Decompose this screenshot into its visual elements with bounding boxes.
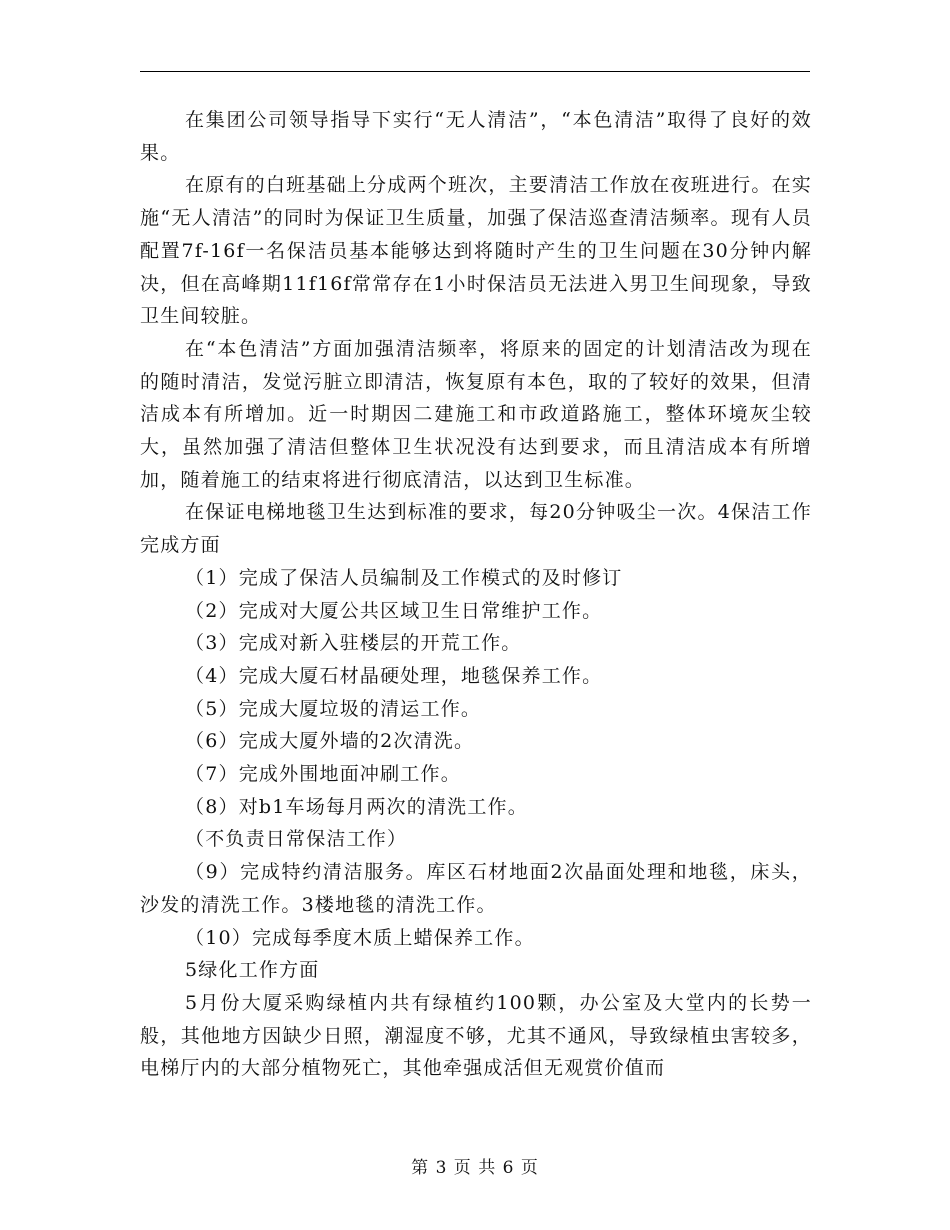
header-rule	[140, 71, 810, 72]
list-item: （10）完成每季度木质上蜡保养工作。	[185, 926, 535, 949]
list-item: （2）完成对大厦公共区域卫生日常维护工作。	[185, 599, 603, 622]
paragraph: 在“本色清洁”方面加强清洁频率，将原来的固定的计划清洁改为现在的随时清洁，发觉污脏立即清洁，恢复原有本色，取的了较好的效果，但清洁成本有所增加。近一时期因二建施工和市政道路施工，整体环境灰尘较大，虽然加强了清洁但整体卫生状况没有达到要求，而且清洁成本有所增加，随着施工的结束将进行彻底清洁，以达到卫生标准。	[140, 337, 812, 491]
paragraph: 在保证电梯地毯卫生达到标准的要求，每20分钟吸尘一次。4保洁工作完成方面	[140, 501, 812, 557]
list-item: （9）完成特约清洁服务。库区石材地面2次晶面处理和地毯，床头，沙发的清洗工作。3楼地毯的清洗工作。	[140, 861, 812, 916]
list-item: （3）完成对新入驻楼层的开荒工作。	[185, 632, 522, 655]
document-body	[140, 104, 812, 1085]
page-number-footer: 第 3 页 共 6 页	[411, 1158, 539, 1178]
paragraph: 在原有的白班基础上分成两个班次，主要清洁工作放在夜班进行。在实施“无人清洁”的同时为保证卫生质量，加强了保洁巡查清洁频率。现有人员配置7f-16f一名保洁员基本能够达到将随时产生的卫生问题在30分钟内解决，但在高峰期11f16f常常存在1小时保洁员无法进入男卫生间现象，导致卫生间较脏。	[140, 174, 812, 328]
list-item: （4）完成大厦石材晶硬处理，地毯保养工作。	[185, 664, 603, 687]
list-item: （1）完成了保洁人员编制及工作模式的及时修订	[185, 566, 623, 589]
list-item: （5）完成大厦垃圾的清运工作。	[185, 697, 482, 720]
list-item: （6）完成大厦外墙的2次清洗。	[185, 730, 475, 753]
list-item: （7）完成外围地面冲刷工作。	[185, 763, 461, 786]
paragraph: 在集团公司领导指导下实行“无人清洁”，“本色清洁”取得了良好的效果。	[140, 109, 812, 164]
list-item: （8）对b1车场每月两次的清洗工作。	[185, 795, 528, 818]
list-item-note: （不负责日常保洁工作）	[185, 828, 408, 851]
section-heading: 5绿化工作方面	[185, 959, 320, 982]
paragraph: 5月份大厦采购绿植内共有绿植约100颗，办公室及大堂内的长势一般，其他地方因缺少日照，潮湿度不够，尤其不通风，导致绿植虫害较多，电梯厅内的大部分植物死亡，其他牵强成活但无观赏价值而	[140, 991, 812, 1080]
